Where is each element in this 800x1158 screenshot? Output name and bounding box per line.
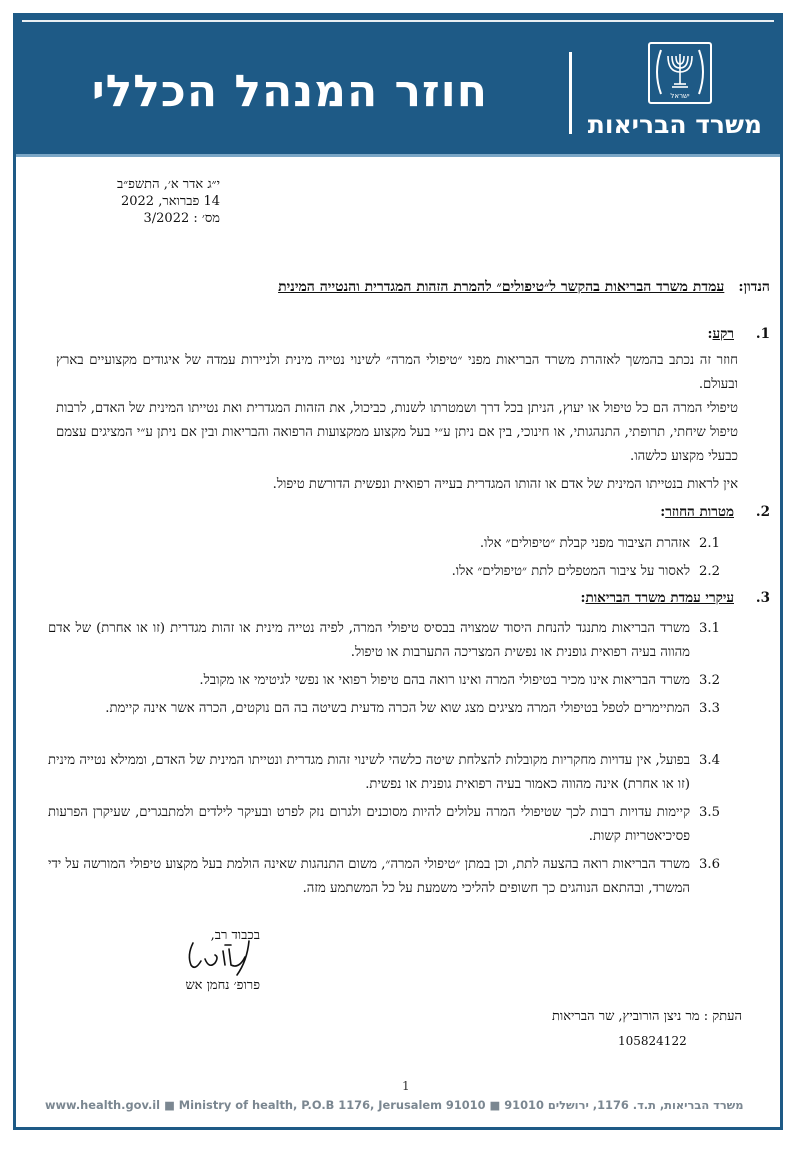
section-1-paragraph-2: טיפולי המרה הם כל טיפול או יעוץ, הניתן בכל דרך ושמטרתו לשנות, כביכול, את הזהות המגדרית ואת נטייתו המינית של האדם, לרבות טיפול שיחתי, תרופתי, התנהגותי, או חינוכי, בין אם ניתן ע״י בעל מקצוע ממקצועות הרפואה והבריאות ובין אם ניתן ע״י המציגים עצמם כבעלי מקצוע כלשהו. <box>56 401 738 464</box>
gregorian-date: 14 פברואר, 2022 <box>120 194 220 209</box>
item-number: 2.1 <box>699 536 720 551</box>
state-emblem-icon <box>647 42 713 104</box>
footer-english-address: Ministry of health, P.O.B 1176, Jerusalem 91010 <box>178 1098 486 1112</box>
item-number: 3.1 <box>699 621 720 636</box>
item-number: 3.3 <box>699 701 720 716</box>
section-title: מטרות החוזר <box>665 504 734 520</box>
closing-text: בכבוד רב, <box>210 928 260 943</box>
footer-hebrew-address: משרד הבריאות, ת.ד. 1176, ירושלים 91010 <box>504 1098 744 1112</box>
header-underline <box>16 154 780 157</box>
item-number: 3.5 <box>699 805 720 820</box>
reference-number: מס׳ : 3/2022 <box>143 211 220 226</box>
svg-text:ישראל: ישראל <box>670 92 690 100</box>
item-number: 3.2 <box>699 673 720 688</box>
item-text: משרד הבריאות רואה בהצעה לתת, וכן במתן ״טיפולי המרה״, משום התנהגות שאינה הולמת בעל מקצוע טיפולי המורשה על ידי המשרד, ובהתאם הנוהגים כך חשופים להליכי משמעת על כל המשתמע מזה. <box>48 857 690 896</box>
item-text: קיימות עדויות רבות לכך שטיפולי המרה עלולים להיות מסוכנים ולגרום נזק לפרט ובעיקר לילדים ולמתבגרים, שעיקרן הפרעות פסיכיאטריות קשות. <box>48 805 690 844</box>
item-text: משרד הבריאות אינו מכיר בטיפולי המרה ואינו רואה בהם טיפול רפואי או נפשי לגיטימי או מקובל. <box>199 673 690 688</box>
handwritten-signature-icon <box>165 935 275 981</box>
page-number: 1 <box>402 1079 410 1093</box>
section-title: עיקרי עמדת משרד הבריאות <box>585 590 734 606</box>
item-number: 2.2 <box>699 564 720 579</box>
date-block <box>90 176 220 227</box>
item-text: לאסור על ציבור המטפלים לתת ״טיפולים״ אלו. <box>451 564 690 579</box>
subject-label: הנדון: <box>738 279 770 295</box>
list-item <box>48 617 720 665</box>
signatory-name: פרופ׳ נחמן אש <box>185 978 260 993</box>
item-text: בפועל, אין עדויות מחקריות מקובלות להצלחת שיטה כלשהי לשינוי זהות מגדרית ונטייתו המינית של האדם, וממילא נטייה מינית (זו או אחרת) אינה מהווה כאמור בעיה רפואית גופנית או נפשית. <box>48 753 690 792</box>
letterhead-header <box>16 16 780 156</box>
header-top-rule <box>22 20 774 22</box>
copy-to-line: העתק : מר ניצן הורוביץ, שר הבריאות <box>551 1009 742 1024</box>
document-number: 105824122 <box>618 1034 687 1048</box>
section-number: 2. <box>755 504 770 520</box>
section-title: רקע <box>712 326 734 342</box>
section-1-heading: 1.רקע: <box>707 326 770 342</box>
item-number: 3.6 <box>699 857 720 872</box>
section-1-paragraph-3: אין לראות בנטייתו המינית של אדם או זהותו המגדרית בעייה רפואית ונפשית הדורשת טיפול. <box>272 477 738 492</box>
ministry-name: משרד הבריאות <box>587 110 762 139</box>
circular-title: חוזר המנהל הכללי <box>91 66 488 117</box>
list-item <box>48 669 720 693</box>
subject-text: עמדת משרד הבריאות בהקשר ל״טיפולים״ להמרת הזהות המגדרית והנטייה המינית <box>278 279 725 295</box>
section-1-paragraph-1: חוזר זה נכתב בהמשך לאזהרת משרד הבריאות מפני ״טיפולי המרה״ לשינוי נטייה מינית ולניירות עמדה של איגודים מקצועיים בארץ ובעולם. <box>56 353 738 392</box>
item-text: המתיימרים לטפל בטיפולי המרה מציגים מצג שוא של הכרה מדעית בשיטה בה הם נוקטים, הכרה אשר אינה קיימת. <box>105 701 690 716</box>
section-3-heading: 3.עיקרי עמדת משרד הבריאות: <box>580 590 770 606</box>
item-text: אזהרת הציבור מפני קבלת ״טיפולים״ אלו. <box>479 536 690 551</box>
item-text: משרד הבריאות מתנגד להנחת היסוד שמצויה בבסיס טיפולי המרה, לפיה נטייה מינית או זהות מגדרית (זו או אחרת) של אדם מהווה בעיה רפואית גופנית או נפשית המצריכה התערבות או טיפול. <box>48 621 690 660</box>
list-item <box>48 532 720 556</box>
list-item <box>48 560 720 584</box>
list-item <box>48 749 720 797</box>
list-item <box>48 801 720 849</box>
footer: www.health.gov.il ■ Ministry of health, P.O.B 1176, Jerusalem 91010 ■ משרד הבריאות, ת.ד. 1176, ירושלים 91010 <box>45 1098 744 1112</box>
section-number: 1. <box>755 326 770 342</box>
list-item <box>48 853 720 901</box>
header-divider <box>569 52 572 134</box>
section-2-heading: 2.מטרות החוזר: <box>660 504 770 520</box>
hebrew-date: י״ג אדר א׳, התשפ״ב <box>116 177 220 192</box>
footer-website: www.health.gov.il <box>45 1098 161 1112</box>
section-number: 3. <box>755 590 770 606</box>
list-item <box>48 697 720 721</box>
item-number: 3.4 <box>699 753 720 768</box>
subject-line <box>278 279 770 296</box>
